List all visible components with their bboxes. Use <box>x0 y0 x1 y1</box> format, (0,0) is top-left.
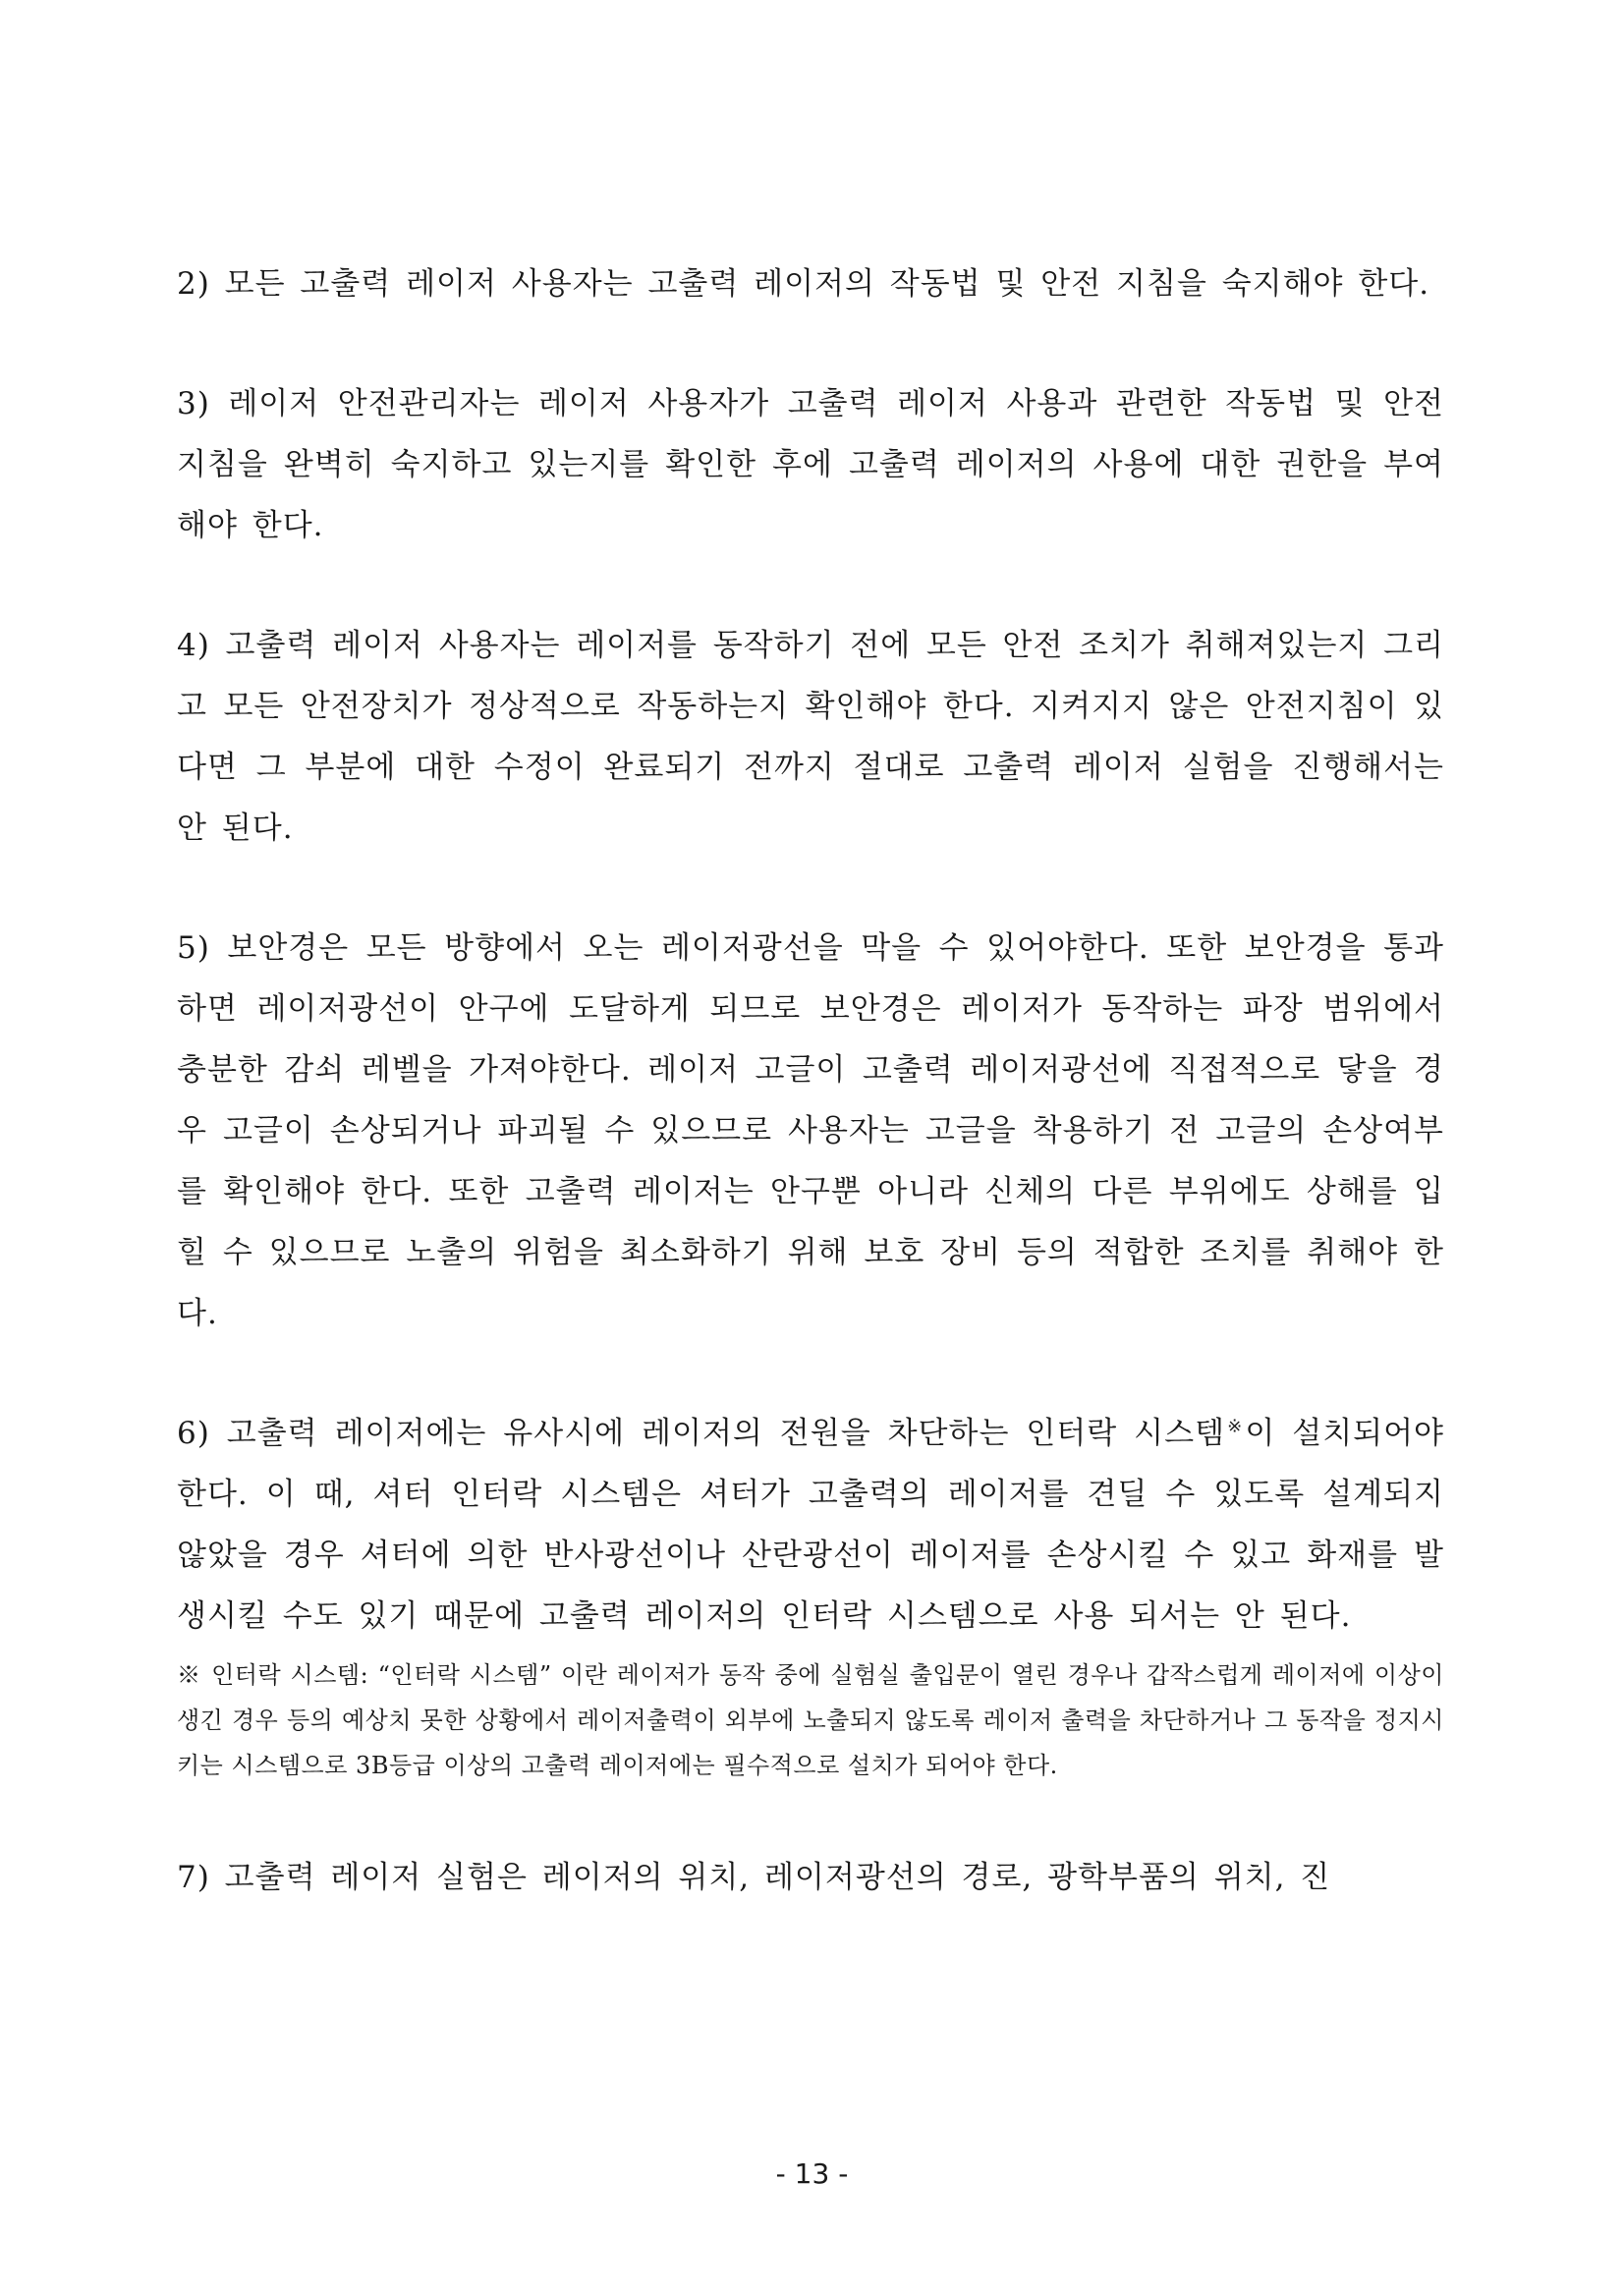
paragraph-3: 3) 레이저 안전관리자는 레이저 사용자가 고출력 레이저 사용과 관련한 작동법 및 안전 지침을 완벽히 숙지하고 있는지를 확인한 후에 고출력 레이저의 사용에 대한 권한을 부여해야 한다. <box>177 386 1444 543</box>
page-content <box>177 253 1444 1967</box>
paragraph-5: 5) 보안경은 모든 방향에서 오는 레이저광선을 막을 수 있어야한다. 또한 보안경을 통과하면 레이저광선이 안구에 도달하게 되므로 보안경은 레이저가 동작하는 파장 범위에서 충분한 감쇠 레벨을 가져야한다. 레이저 고글이 고출력 레이저광선에 직접적으로 닿을 경우 고글이 손상되거나 파괴될 수 있으므로 사용자는 고글을 착용하기 전 고글의 손상여부를 확인해야 한다. 또한 고출력 레이저는 안구뿐 아니라 신체의 다른 부위에도 상해를 입힐 수 있으므로 노출의 위험을 최소화하기 위해 보호 장비 등의 적합한 조치를 취해야 한다. <box>177 930 1444 1331</box>
paragraph-7: 7) 고출력 레이저 실험은 레이저의 위치, 레이저광선의 경로, 광학부품의 위치, 진 <box>177 1860 1331 1895</box>
paragraph-6-text-before: 6) 고출력 레이저에는 유사시에 레이저의 전원을 차단하는 인터락 시스템 <box>177 1416 1226 1451</box>
interlock-footnote: ※ 인터락 시스템: “인터락 시스템” 이란 레이저가 동작 중에 실험실 출입문이 열린 경우나 갑작스럽게 레이저에 이상이 생긴 경우 등의 예상치 못한 상황에서 레이저출력이 외부에 노출되지 않도록 레이저 출력을 차단하거나 그 동작을 정지시키는 시스템으로 3B등급 이상의 고출력 레이저에는 필수적으로 설치가 되어야 한다. <box>177 1661 1444 1779</box>
paragraph-2: 2) 모든 고출력 레이저 사용자는 고출력 레이저의 작동법 및 안전 지침을 숙지해야 한다. <box>177 266 1430 302</box>
page-number: - 13 - <box>775 2157 849 2190</box>
paragraph-4: 4) 고출력 레이저 사용자는 레이저를 동작하기 전에 모든 안전 조치가 취해져있는지 그리고 모든 안전장치가 정상적으로 작동하는지 확인해야 한다. 지켜지지 않은 안전지침이 있다면 그 부분에 대한 수정이 완료되기 전까지 절대로 고출력 레이저 실험을 진행해서는 안 된다. <box>177 628 1444 846</box>
paragraph-6-text-after: 이 설치되어야 한다. 이 때, 셔터 인터락 시스템은 셔터가 고출력의 레이저를 견딜 수 있도록 설계되지 않았을 경우 셔터에 의한 반사광선이나 산란광선이 레이저를 손상시킬 수 있고 화재를 발생시킬 수도 있기 때문에 고출력 레이저의 인터락 시스템으로 사용 되서는 안 된다. <box>177 1416 1444 1634</box>
footnote-mark: ※ <box>1225 1416 1246 1437</box>
paragraph-6 <box>177 1403 1444 1647</box>
